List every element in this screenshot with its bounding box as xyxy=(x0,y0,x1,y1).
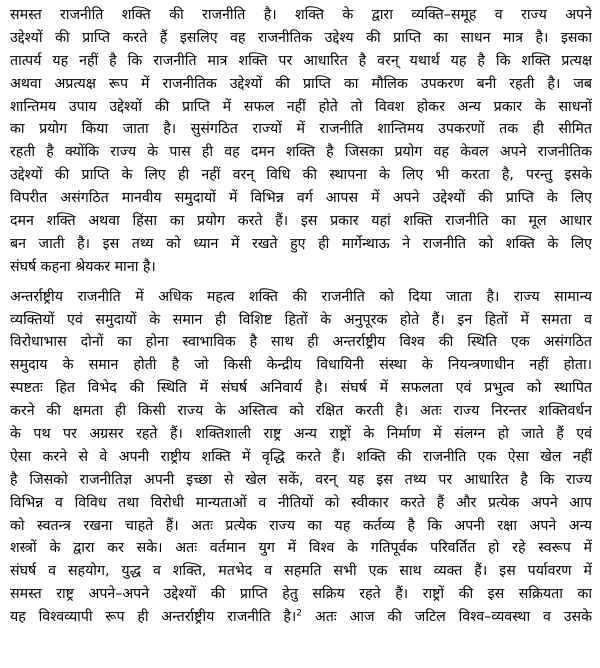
footnote-marker[interactable]: 2 xyxy=(296,608,303,619)
text-line: अन्तर्राष्ट्रीय राजनीति में अधिक महत्व शक्ति की राजनीति को दिया जाता है। राज्य सामान्य xyxy=(10,288,592,305)
text-line: उद्देश्यों की प्राप्ति के लिए ही नहीं वरन् विधि की स्थापना के लिए भी करता है, परन्तु इसके xyxy=(10,167,592,184)
paragraph-1 xyxy=(10,4,592,279)
text-line: का प्रयोग किया जाता है। सुसंगठित राज्यों में राजनीति शान्तिमय उपकरणों तक ही सीमित xyxy=(10,121,592,138)
text-line: संघर्ष कहना श्रेयकर माना है। xyxy=(10,258,156,275)
final-line-end: अतः आज की जटिल विश्व–व्यवस्था व उसके xyxy=(302,609,592,626)
text-line: को स्वतन्त्र रखना चाहते हैं। अतः प्रत्येक राज्य का यह कर्तव्य है कि अपनी रक्षा अपने अन्य xyxy=(10,517,592,534)
paragraph-2 xyxy=(10,286,592,629)
text-line: विपरीत असंगठित मानवीय समुदायों में विभिन्न वर्ग आपस में अपने उद्देश्यों की प्राप्ति के लिए xyxy=(10,190,592,207)
text-line: उद्देश्यों की प्राप्ति करते हैं इसलिए वह राजनीतिक उद्देश्य की प्राप्ति का साधन मात्र है। इसका xyxy=(10,29,592,46)
text-line: दमन शक्ति अथवा हिंसा का प्रयोग करते हैं। इस प्रकार यहां शक्ति राजनीति का मूल आधार xyxy=(10,213,592,230)
text-line: समुदाय के समान होती है जो किसी केन्द्रीय विधायिनी संस्था के नियन्त्रणाधीन नहीं होता। xyxy=(10,357,592,374)
text-line: समस्त राष्ट्र अपने–अपने उद्देश्यों की प्राप्ति हेतु सक्रिय रहते हैं। राष्ट्रों की इस सक्रियता का xyxy=(10,586,592,603)
text-line: शान्तिमय उपाय उद्देश्यों की प्राप्ति में सफल नहीं होते तो विवश होकर अन्य प्रकार के साधनों xyxy=(10,98,592,115)
text-line: व्यक्तियों एवं समुदायों के समान ही विशिष्ट हितों के अनुपूरक होते हैं। इन हितों में समता व xyxy=(10,311,592,328)
text-line: ऐसा करने से वे अपनी राष्ट्रीय शक्ति में वृद्धि करते हैं। शक्ति की राजनीति एक ऐसा खेल नहीं xyxy=(10,448,592,465)
text-line: संघर्ष व सहयोग, युद्ध व शक्ति, मतभेद व सहमति सभी एक साथ व्यक्त हैं। इस पर्यावरण में xyxy=(10,563,592,580)
text-line: विरोधाभास दोनों का होना स्वाभाविक है साथ ही अन्तर्राष्ट्रीय विश्व की स्थिति एक असंगठित xyxy=(10,334,592,351)
text-line: अथवा अप्रत्यक्ष रूप में राजनीतिक उद्देश्यों की प्राप्ति का मौलिक उपकरण बनी रहती है। जब xyxy=(10,75,592,92)
text-line: समस्त राजनीति शक्ति की राजनीति है। शक्ति के द्वारा व्यक्ति–समूह व राज्य अपने xyxy=(10,7,592,23)
text-line: तात्पर्य यह नहीं है कि राजनीति मात्र शक्ति पर आधारित है वरन् यथार्थ यह है कि शक्ति प्रत्यक्ष xyxy=(10,52,592,69)
text-line: बन जाती है। इस तथ्य को ध्यान में रखते हुए ही मार्गेन्थाऊ ने राजनीति को शक्ति के लिए xyxy=(10,235,592,252)
text-line: करने की क्षमता ही किसी राज्य के अस्तित्व को रक्षित करती है। अतः राज्य निरन्तर शक्तिवर्धन xyxy=(10,403,592,420)
text-line: विभिन्न व विविध तथा विरोधी मान्यताओं व नीतियों को स्वीकार करते हैं और प्रत्येक अपने आप xyxy=(10,494,592,511)
text-line: है जिसको राजनीतिज्ञ अपनी इच्छा से खेल सकें, वरन् यह इस तथ्य पर आधारित है कि राज्य xyxy=(10,471,592,488)
text-line: शस्त्रों के द्वारा कर सके। अतः वर्तमान युग में विश्व के गतिपूर्वक परिवर्तित हो रहे स्वरूप में xyxy=(10,540,592,557)
text-line: रहती है क्योंकि राज्य के पास ही वह दमन शक्ति है जिसका प्रयोग वह केवल अपने राजनीतिक xyxy=(10,144,592,161)
text-line-final xyxy=(10,606,592,629)
text-line: के पथ पर अग्रसर रहते हैं। शक्तिशाली राष्ट्र अन्य राष्ट्रों के निर्माण में संलग्न हो जाते हैं एवं xyxy=(10,426,592,443)
final-line-start: यह विश्वव्यापी रूप ही अन्तर्राष्ट्रीय राजनीति है। xyxy=(10,609,297,626)
text-line: स्पष्टतः हित विभेद की स्थिति में संघर्ष अनिवार्य है। संघर्ष में सफलता एवं प्रभुत्व को स्थापित xyxy=(10,380,592,397)
